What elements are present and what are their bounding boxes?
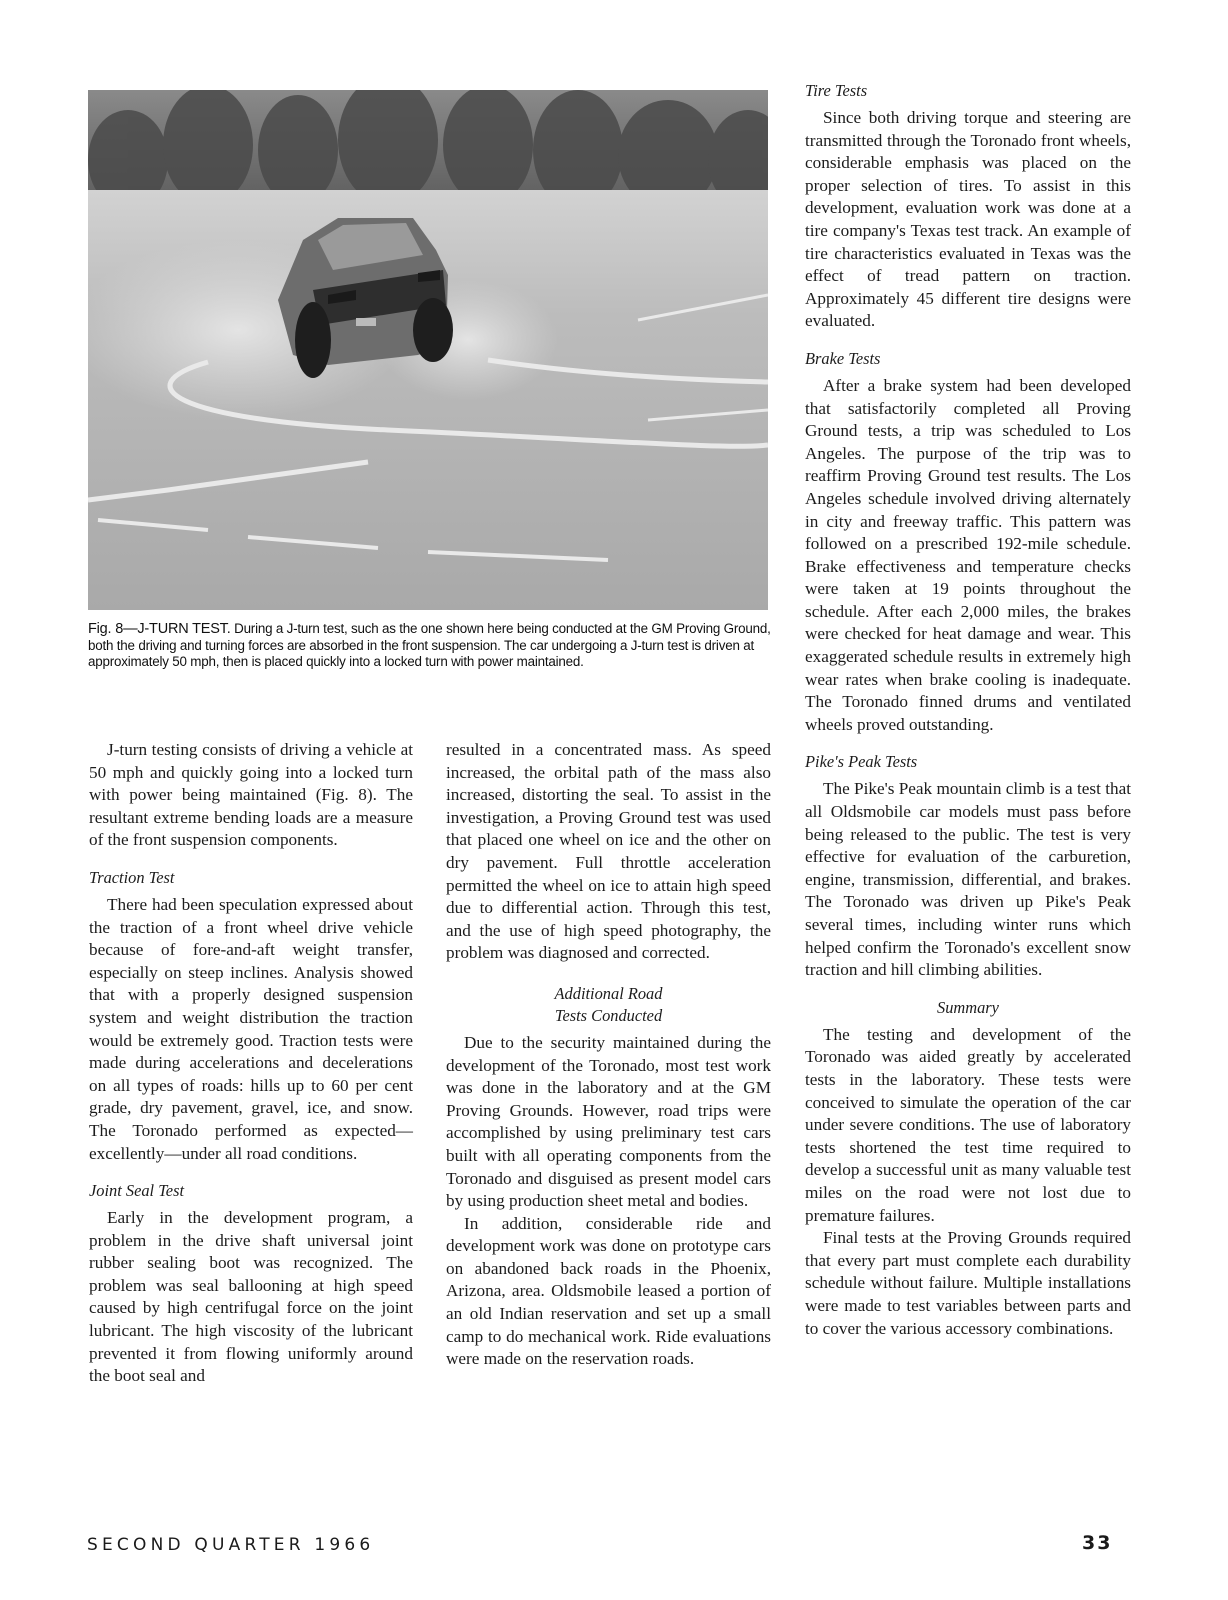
traction-test-paragraph: There had been speculation expressed about the traction of a front wheel drive vehicle because of fore-and-aft weight transfer, especially on steep inclines. Analysis showed that with a properly designed suspension system and weight distribution the traction would be extremely good. Traction tests were made during accelerations and decelerations on all types of roads: hills up to 60 per cent grade, dry pavement, gravel, ice, and snow. The Toronado performed as expected—excellently—under all road conditions. <box>89 894 413 1163</box>
joint-seal-test-paragraph: Early in the development program, a problem in the drive shaft universal joint rubber sealing boot was recognized. The problem was seal ballooning at high speed caused by high centrifugal force on the joint lubricant. The high viscosity of the lubricant prevented it from flowing uniformly around the boot seal and <box>89 1208 413 1386</box>
pikes-peak-tests-paragraph: The Pike's Peak mountain climb is a test that all Oldsmobile car models must pass before being released to the public. The test is very effective for evaluation of the carburetion, engine, transmission, differential, and brakes. The Toronado was driven up Pike's Peak several times, including winter runs which helped confirm the Toronado's excellent snow traction and hill climbing abilities. <box>805 779 1131 980</box>
jturn-paragraph: J-turn testing consists of driving a vehicle at 50 mph and quickly going into a locked turn with power being maintained (Fig. 8). The resultant extreme bending loads are a measure of the front suspension components. <box>89 740 413 850</box>
joint-seal-test-heading: Joint Seal Test <box>89 1181 185 1201</box>
tire-tests-paragraph: Since both driving torque and steering are transmitted through the Toronado front wheels, considerable emphasis was placed on the proper selection of tires. To assist in this development, evaluation work was done at a tire company's Texas test track. An example of tire characteristics evaluated in Texas was the effect of tread pattern on traction. Approximately 45 different tire designs were evaluated. <box>805 108 1131 331</box>
car-jturn-photo-illustration <box>88 90 768 610</box>
issue-footer: SECOND QUARTER 1966 <box>87 1535 375 1555</box>
road-tests-paragraph-2: In addition, considerable ride and development work was done on prototype cars on abandoned back roads in the Phoenix, Arizona, area. Oldsmobile leased a portion of an old Indian reservation and set up a small camp to do mechanical work. Ride evaluations were made on the reservation roads. <box>446 1213 771 1369</box>
column-3 <box>805 80 1131 1340</box>
brake-tests-heading: Brake Tests <box>805 348 881 368</box>
tire-tests-heading: Tire Tests <box>805 81 868 100</box>
summary-heading: Summary <box>937 997 999 1017</box>
summary-paragraph-1: The testing and development of the Toronado was aided greatly by accelerated tests in the laboratory. These tests were conceived to simulate the operation of the car under severe conditions. The use of laboratory tests shortened the test time required to develop a successful unit as many valuable test miles on the road were not lost due to premature failures. <box>805 1024 1131 1225</box>
figure-caption <box>88 621 778 669</box>
column-1 <box>89 739 413 1388</box>
summary-paragraph-2: Final tests at the Proving Grounds required that every part must complete each durability schedule without failure. Multiple installations were made to test variables between parts and to cover the various accessory combinations. <box>805 1228 1131 1338</box>
additional-road-heading-line1: Additional Road <box>554 983 663 1003</box>
column-2 <box>446 739 771 1371</box>
road-tests-paragraph-1: Due to the security maintained during the development of the Toronado, most test work was done in the laboratory and at the GM Proving Grounds. However, road trips were accomplished by using preliminary test cars built with all operating components from the Toronado and disguised as present model cars by using production sheet metal and bodies. <box>446 1032 771 1211</box>
brake-tests-paragraph: After a brake system had been developed that satisfactorily completed all Proving Ground tests, a trip was scheduled to Los Angeles. The purpose of the trip was to reaffirm Proving Ground test results. The Los Angeles schedule involved driving alternately in city and freeway traffic. This pattern was followed on a prescribed 192-mile schedule. Brake effectiveness and temperature checks were taken at 19 points throughout the schedule. After each 2,000 miles, the brakes were checked for heat damage and wear. This exaggerated schedule results in extremely high wear rates when brake cooling is inadequate. The Toronado finned drums and ventilated wheels proved outstanding. <box>805 375 1131 734</box>
figure-label: Fig. 8—J-TURN TEST. <box>88 621 231 637</box>
figure-caption-text: During a J-turn test, such as the one shown here being conducted at the GM Proving Ground, both the driving and turning forces are absorbed in the front suspension. The car undergoing a J-turn test is driven at approximately 50 mph, then is placed quickly into a locked turn with power maintained. <box>88 621 771 669</box>
figure-8-photo <box>88 90 768 610</box>
joint-seal-continued-paragraph: resulted in a concentrated mass. As speed increased, the orbital path of the mass also increased, distorting the seal. To assist in the investigation, a Proving Ground test was used that placed one wheel on ice and the other on dry pavement. Full throttle acceleration permitted the wheel on ice to attain high speed due to differential action. Through this test, and the use of high speed photography, the problem was diagnosed and corrected. <box>446 740 771 963</box>
pikes-peak-tests-heading: Pike's Peak Tests <box>805 752 918 772</box>
page-number: 33 <box>1082 1532 1113 1554</box>
traction-test-heading: Traction Test <box>89 867 175 887</box>
additional-road-heading-line2: Tests Conducted <box>554 1005 663 1025</box>
